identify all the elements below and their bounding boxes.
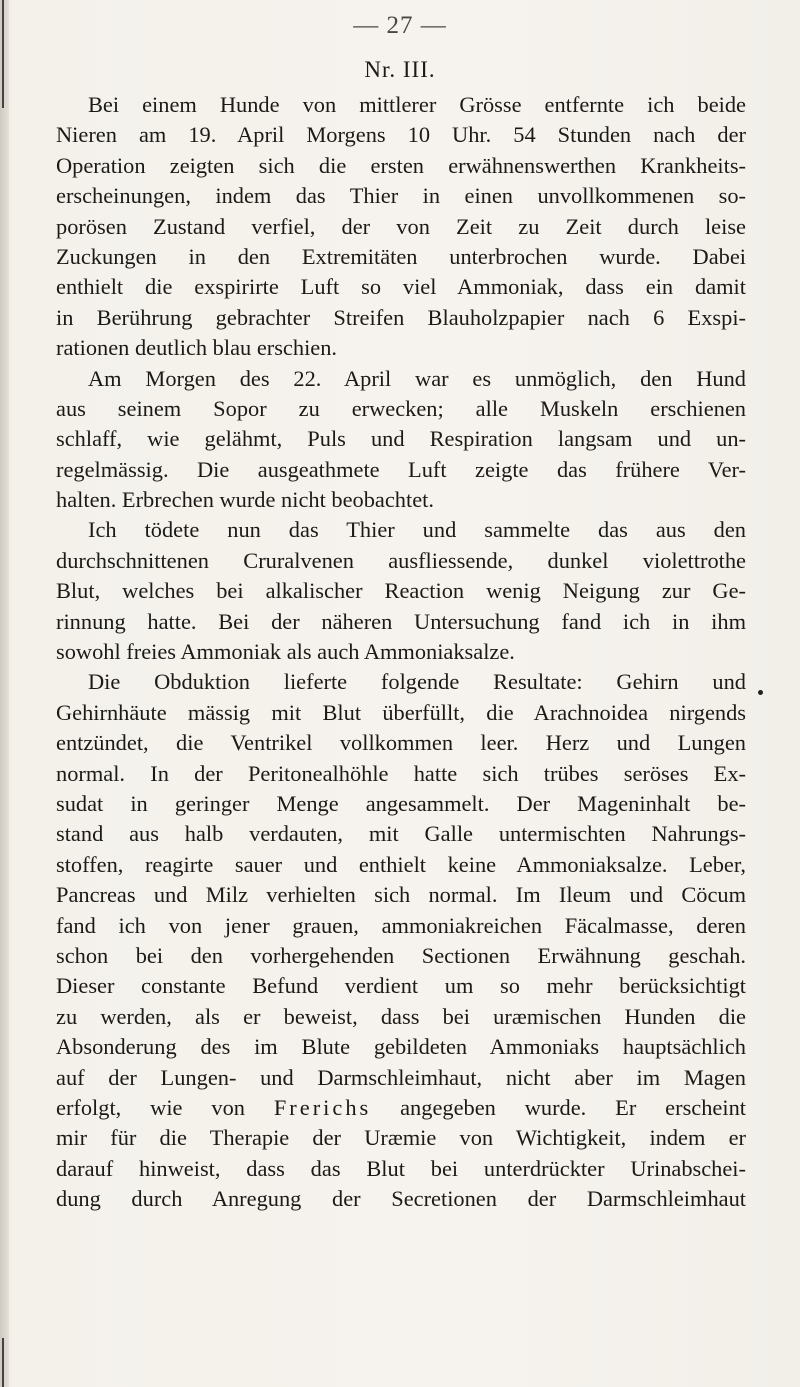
text-line: Nieren am 19. April Morgens 10 Uhr. 54 Stunden nach der — [56, 122, 746, 148]
body-text — [56, 90, 746, 1214]
author-name: Frerichs — [273, 1094, 372, 1120]
text-line: erfolgt, wie von Frerichs angegeben wurde. Er erscheint — [56, 1094, 746, 1120]
text-line: sowohl freies Ammoniak als auch Ammoniaksalze. — [56, 639, 515, 665]
text-line: auf der Lungen- und Darmschleimhaut, nicht aber im Magen — [56, 1064, 746, 1090]
text-line: Die Obduktion lieferte folgende Resultate: Gehirn und — [88, 669, 746, 695]
section-heading: Nr. III. — [364, 57, 436, 82]
text-line: schon bei den vorhergehenden Sectionen Erwähnung geschah. — [56, 942, 746, 968]
text-line: Bei einem Hunde von mittlerer Grösse entfernte ich beide — [88, 92, 746, 117]
page-number: — 27 — — [353, 12, 447, 39]
text-line: Operation zeigten sich die ersten erwähnenswerthen Krankheits- — [56, 152, 746, 178]
text-line: mir für die Therapie der Uræmie von Wichtigkeit, indem er — [56, 1125, 746, 1151]
text-line: sudat in geringer Menge angesammelt. Der Mageninhalt be- — [56, 790, 746, 816]
text-line: normal. In der Peritonealhöhle hatte sich trübes seröses Ex- — [56, 760, 746, 786]
text-line: Ich tödete nun das Thier und sammelte das aus den — [88, 517, 746, 543]
text-line: porösen Zustand verfiel, der von Zeit zu Zeit durch leise — [56, 213, 746, 239]
text-line: Gehirnhäute mässig mit Blut überfüllt, die Arachnoidea nirgends — [56, 699, 746, 725]
text-line: Zuckungen in den Extremitäten unterbrochen wurde. Dabei — [56, 243, 746, 269]
text-line: darauf hinweist, dass das Blut bei unterdrückter Urinabschei- — [56, 1155, 746, 1181]
text-line: in Berührung gebrachter Streifen Blauholzpapier nach 6 Exspi- — [56, 304, 746, 330]
text-line: erscheinungen, indem das Thier in einen unvollkommenen so- — [56, 183, 746, 209]
text-line: durchschnittenen Cruralvenen ausfliessende, dunkel violettrothe — [56, 547, 746, 573]
text-line: enthielt die exspirirte Luft so viel Ammoniak, dass ein damit — [56, 274, 746, 300]
text-line: rationen deutlich blau erschien. — [56, 335, 338, 361]
text-line: rinnung hatte. Bei der näheren Untersuchung fand ich in ihm — [56, 608, 746, 634]
text-line: stoffen, reagirte sauer und enthielt keine Ammoniaksalze. Leber, — [56, 851, 746, 877]
text-line: fand ich von jener grauen, ammoniakreichen Fäcalmasse, deren — [56, 912, 746, 938]
page-edge-shadow — [0, 0, 9, 1387]
text-line: Blut, welches bei alkalischer Reaction wenig Neigung zur Ge- — [56, 578, 746, 604]
text-line: regelmässig. Die ausgeathmete Luft zeigte das frühere Ver- — [56, 456, 746, 482]
text-line: schlaff, wie gelähmt, Puls und Respiration langsam und un- — [56, 426, 746, 452]
text-line: Am Morgen des 22. April war es unmöglich, den Hund — [88, 365, 746, 391]
binding-line-bottom — [2, 1338, 4, 1387]
text-line: Dieser constante Befund verdient um so mehr berücksichtigt — [56, 973, 746, 999]
ink-speck — [758, 690, 763, 695]
text-line: zu werden, als er beweist, dass bei uræmischen Hunden die — [56, 1003, 746, 1029]
text-line: Pancreas und Milz verhielten sich normal. Im Ileum und Cöcum — [56, 882, 746, 908]
text-line: halten. Erbrechen wurde nicht beobachtet. — [56, 487, 434, 513]
text-line: Absonderung des im Blute gebildeten Ammoniaks hauptsächlich — [56, 1034, 746, 1060]
text-line: dung durch Anregung der Secretionen der Darmschleimhaut — [56, 1186, 746, 1212]
text-line: aus seinem Sopor zu erwecken; alle Muskeln erschienen — [56, 395, 746, 421]
text-line: entzündet, die Ventrikel vollkommen leer. Herz und Lungen — [56, 730, 746, 756]
text-line: stand aus halb verdauten, mit Galle untermischten Nahrungs- — [56, 821, 746, 847]
